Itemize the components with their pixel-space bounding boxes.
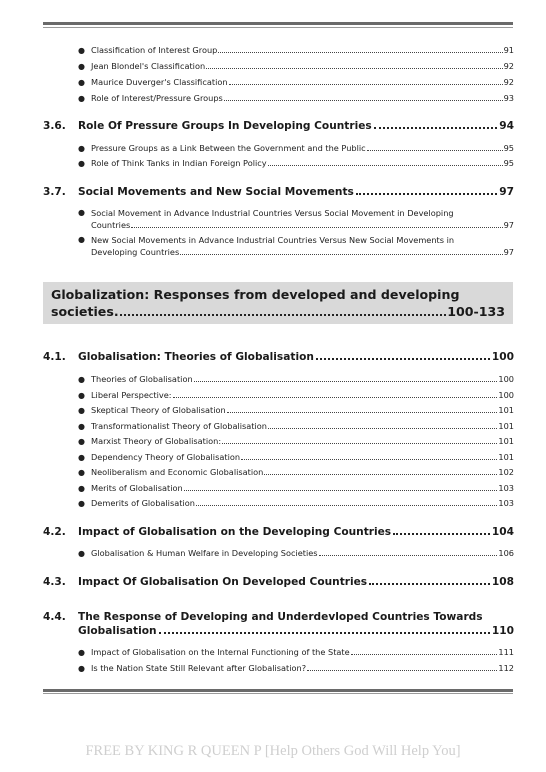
entry-title: Pressure Groups as a Link Between the Government and the Public xyxy=(91,143,366,153)
dot-leader xyxy=(268,164,503,166)
entry-page: 101 xyxy=(498,451,514,462)
dot-leader xyxy=(194,380,498,382)
bullet-icon: ● xyxy=(78,468,85,477)
bottom-rule-thin xyxy=(43,693,513,694)
toc-entry[interactable] xyxy=(78,497,514,510)
dot-leader xyxy=(268,427,497,429)
section-title: Role Of Pressure Groups In Developing Countries xyxy=(78,120,372,132)
bullet-icon: ● xyxy=(78,499,85,508)
toc-entry[interactable] xyxy=(78,234,514,258)
toc-entry[interactable] xyxy=(78,60,514,73)
section-heading-4-3[interactable] xyxy=(43,575,514,589)
dot-leader xyxy=(356,192,497,195)
dot-leader xyxy=(206,67,502,69)
entry-page: 93 xyxy=(503,93,514,103)
entry-page: 92 xyxy=(503,77,514,87)
bullet-icon: ● xyxy=(78,437,85,446)
entry-title: Dependency Theory of Globalisation xyxy=(91,451,241,462)
section-title-line1: The Response of Developing and Underdevloped Countries Towards xyxy=(78,611,483,623)
bullet-icon: ● xyxy=(78,648,85,657)
entry-title: Neoliberalism and Economic Globalisation xyxy=(91,467,264,477)
bullet-icon: ● xyxy=(78,144,85,153)
bullet-icon: ● xyxy=(78,483,85,493)
bullet-icon: ● xyxy=(78,390,85,400)
toc-entry[interactable] xyxy=(78,207,514,231)
entry-title: Skeptical Theory of Globalisation xyxy=(91,405,226,415)
section-heading-3-6[interactable] xyxy=(43,119,514,133)
dot-leader xyxy=(120,313,447,316)
entry-page: 101 xyxy=(498,436,514,446)
bullet-icon: ● xyxy=(78,406,85,415)
section-page: 108 xyxy=(491,576,514,588)
section-number: 3.6. xyxy=(43,120,66,132)
dot-leader xyxy=(184,489,498,491)
entry-title-line1: New Social Movements in Advance Industrial Countries Versus New Social Movements in xyxy=(91,235,455,245)
bullet-icon: ● xyxy=(78,549,85,558)
toc-entry[interactable] xyxy=(78,92,514,105)
entry-page: 100 xyxy=(498,389,514,400)
entry-title: Globalisation & Human Welfare in Developing Societies xyxy=(91,548,318,558)
toc-entry[interactable] xyxy=(78,482,514,495)
bullet-icon: ● xyxy=(78,159,85,168)
toc-entry[interactable] xyxy=(78,373,514,386)
dot-leader xyxy=(218,51,502,53)
entry-page: 91 xyxy=(503,45,514,55)
section-heading-4-1[interactable] xyxy=(43,350,514,364)
toc-entry[interactable] xyxy=(78,662,514,675)
toc-entry[interactable] xyxy=(78,420,514,433)
toc-entry[interactable] xyxy=(78,389,514,402)
entry-title: Classification of Interest Group xyxy=(91,45,218,55)
section-heading-4-4[interactable] xyxy=(43,610,514,638)
dot-leader xyxy=(229,83,503,85)
section-number: 4.1. xyxy=(43,351,66,363)
dot-leader xyxy=(319,554,498,556)
entry-page: 102 xyxy=(498,467,514,477)
chapter-title-line2: societies. xyxy=(51,304,119,319)
entry-title-line2: Developing Countries xyxy=(91,247,180,257)
toc-entry[interactable] xyxy=(78,646,514,659)
bullet-icon: ● xyxy=(78,375,85,384)
dot-leader xyxy=(224,99,503,101)
entry-page: 103 xyxy=(498,482,514,493)
section-title-line2: Globalisation xyxy=(78,625,157,637)
entry-title: Merits of Globalisation xyxy=(91,482,183,493)
section-title: Impact of Globalisation on the Developing Countries xyxy=(78,526,392,538)
bullet-icon: ● xyxy=(78,62,85,71)
toc-entry[interactable] xyxy=(78,404,514,417)
dot-leader xyxy=(307,669,497,671)
entry-title: Demerits of Globalisation xyxy=(91,498,195,508)
dot-leader xyxy=(196,504,497,506)
entry-title: Is the Nation State Still Relevant after Globalisation? xyxy=(91,663,307,673)
entry-title-line2: Countries xyxy=(91,220,131,230)
entry-title: Marxist Theory of Globalisation: xyxy=(91,436,222,446)
entry-title: Jean Blondel's Classification xyxy=(91,61,206,71)
toc-entry[interactable] xyxy=(78,142,514,155)
entry-page: 106 xyxy=(498,548,514,558)
section-heading-3-7[interactable] xyxy=(43,185,514,199)
toc-entry[interactable] xyxy=(78,547,514,560)
section-title: Impact Of Globalisation On Developed Countries xyxy=(78,576,368,588)
entry-title: Liberal Perspective: xyxy=(91,389,172,400)
bullet-icon: ● xyxy=(78,452,85,462)
top-rule-thin xyxy=(43,27,513,28)
entry-page: 95 xyxy=(503,158,514,168)
entry-title-line1: Social Movement in Advance Industrial Countries Versus Social Movement in Developing xyxy=(91,208,454,218)
chapter-heading[interactable] xyxy=(43,282,513,324)
section-number: 4.3. xyxy=(43,576,66,588)
section-number: 4.4. xyxy=(43,611,66,623)
dot-leader xyxy=(369,582,490,585)
entry-title: Theories of Globalisation xyxy=(91,374,193,384)
toc-entry[interactable] xyxy=(78,157,514,170)
entry-title: Maurice Duverger's Classification xyxy=(91,77,228,87)
entry-page: 92 xyxy=(503,61,514,71)
dot-leader xyxy=(367,149,503,151)
entry-page: 111 xyxy=(498,647,514,657)
entry-page: 97 xyxy=(503,220,514,230)
section-page: 94 xyxy=(499,120,514,132)
dot-leader xyxy=(374,126,498,129)
footer-watermark: FREE BY KING R QUEEN P [Help Others God Will Help You] xyxy=(85,743,461,759)
dot-leader xyxy=(351,653,498,655)
entry-page: 95 xyxy=(503,143,514,153)
entry-page: 112 xyxy=(498,663,514,673)
dot-leader xyxy=(316,357,490,360)
section-title: Social Movements and New Social Movements xyxy=(78,186,354,198)
toc-entry[interactable] xyxy=(78,451,514,464)
dot-leader xyxy=(393,532,490,535)
bullet-icon: ● xyxy=(78,664,85,673)
section-number: 4.2. xyxy=(43,526,66,538)
bullet-icon: ● xyxy=(78,78,85,87)
section-page: 110 xyxy=(491,625,514,637)
toc-entry[interactable] xyxy=(78,44,514,57)
dot-leader xyxy=(241,458,497,460)
bullet-icon: ● xyxy=(78,46,85,55)
section-page: 104 xyxy=(491,526,514,538)
section-page: 97 xyxy=(499,186,514,198)
entry-title: Impact of Globalisation on the Internal Functioning of the State xyxy=(91,647,350,657)
entry-title: Role of Think Tanks in Indian Foreign Policy xyxy=(91,158,267,168)
section-heading-4-2[interactable] xyxy=(43,525,514,539)
toc-entry[interactable] xyxy=(78,466,514,479)
dot-leader xyxy=(173,396,498,398)
dot-leader xyxy=(131,226,502,228)
entry-title: Role of Interest/Pressure Groups xyxy=(91,93,223,103)
dot-leader xyxy=(222,442,497,444)
section-number: 3.7. xyxy=(43,186,66,198)
toc-entry[interactable] xyxy=(78,76,514,89)
chapter-pages: 100-133 xyxy=(447,304,505,319)
entry-page: 97 xyxy=(503,247,514,257)
entry-title: Transformationalist Theory of Globalisation xyxy=(91,420,267,431)
bullet-icon: ● xyxy=(78,208,85,217)
top-rule xyxy=(43,22,513,25)
dot-leader xyxy=(227,411,498,413)
entry-page: 101 xyxy=(498,420,514,431)
dot-leader xyxy=(159,631,490,634)
section-page: 100 xyxy=(491,351,514,363)
section-title: Globalisation: Theories of Globalisation xyxy=(78,351,314,363)
dot-leader xyxy=(180,253,502,255)
bottom-rule xyxy=(43,689,513,692)
entry-page: 101 xyxy=(498,405,514,415)
bullet-icon: ● xyxy=(78,94,85,103)
bullet-icon: ● xyxy=(78,235,85,244)
entry-page: 103 xyxy=(498,498,514,508)
chapter-title-line1: Globalization: Responses from developed and developing xyxy=(51,287,460,302)
entry-page: 100 xyxy=(498,374,514,384)
toc-entry[interactable] xyxy=(78,435,514,448)
bullet-icon: ● xyxy=(78,421,85,431)
dot-leader xyxy=(264,473,497,475)
